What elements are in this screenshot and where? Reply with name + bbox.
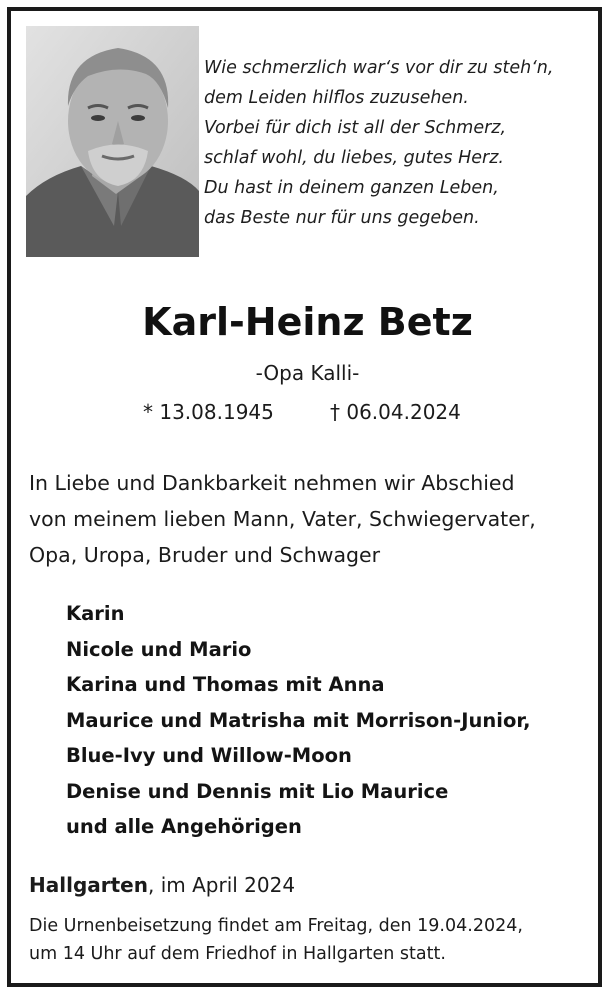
deceased-name: Karl-Heinz Betz: [142, 300, 473, 344]
mourners-list: [66, 596, 531, 845]
mourner-entry: Nicole und Mario: [66, 637, 252, 661]
poem: [204, 53, 599, 233]
burial-notice-line: Die Urnenbeisetzung findet am Freitag, den 19.04.2024,: [29, 916, 523, 936]
mourner-entry: Karina und Thomas mit Anna: [66, 673, 385, 696]
birth-date: * 13.08.1945: [143, 400, 274, 424]
poem-line: Vorbei für dich ist all der Schmerz,: [204, 118, 507, 138]
farewell-line: Opa, Uropa, Bruder und Schwager: [29, 543, 381, 567]
place-date-text: , im April 2024: [147, 873, 296, 897]
deceased-nickname: -Opa Kalli-: [255, 361, 360, 385]
portrait-icon: [26, 26, 199, 257]
mourner-entry: Karin: [66, 602, 125, 625]
burial-notice-line: um 14 Uhr auf dem Friedhof in Hallgarten statt.: [29, 944, 446, 964]
portrait-photo: [26, 26, 199, 257]
poem-line: schlaf wohl, du liebes, gutes Herz.: [204, 148, 504, 168]
poem-line: Wie schmerzlich war‘s vor dir zu steh‘n,: [204, 58, 554, 78]
farewell-line: von meinem lieben Mann, Vater, Schwiegervater,: [29, 507, 536, 531]
place-date: [29, 873, 295, 897]
poem-line: das Beste nur für uns gegeben.: [204, 208, 480, 228]
burial-notice: [29, 912, 523, 968]
place-town: Hallgarten: [29, 873, 148, 897]
mourner-entry: Maurice und Matrisha mit Morrison-Junior,: [66, 708, 531, 732]
mourner-entry: Denise und Dennis mit Lio Maurice: [66, 779, 449, 803]
death-date: † 06.04.2024: [330, 400, 461, 424]
poem-line: Du hast in deinem ganzen Leben,: [204, 178, 499, 198]
mourner-entry: Blue-Ivy und Willow-Moon: [66, 744, 352, 767]
poem-line: dem Leiden hilflos zuzusehen.: [204, 88, 469, 108]
mourner-entry: und alle Angehörigen: [66, 815, 302, 838]
farewell-line: In Liebe und Dankbarkeit nehmen wir Abschied: [29, 471, 515, 495]
farewell-text: [29, 465, 604, 573]
